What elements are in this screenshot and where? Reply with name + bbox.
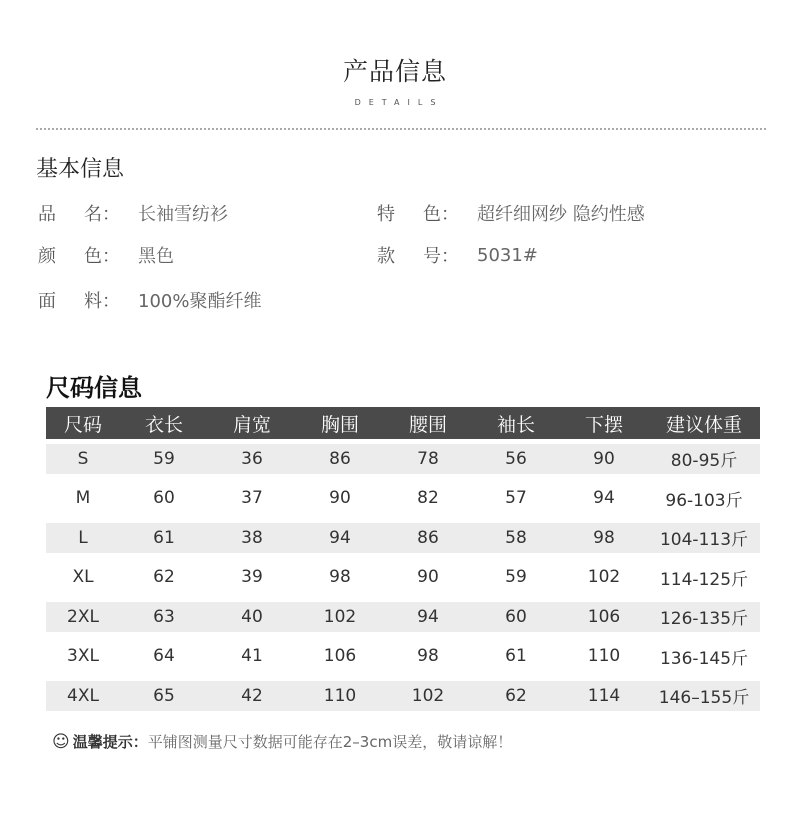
table-cell: 94 xyxy=(560,479,648,519)
table-cell: 110 xyxy=(560,637,648,677)
table-cell: XL xyxy=(46,558,120,598)
table-cell: 98 xyxy=(384,637,472,677)
table-cell: 63 xyxy=(120,597,208,637)
table-cell: 42 xyxy=(208,676,296,716)
table-cell: 59 xyxy=(472,558,560,598)
table-cell: 106 xyxy=(296,637,384,677)
tip-text: 平铺图测量尺寸数据可能存在2–3cm误差，敬请谅解！ xyxy=(147,733,513,751)
table-cell: 37 xyxy=(208,479,296,519)
table-row xyxy=(46,637,760,677)
field-label-char: 色： xyxy=(423,204,459,225)
table-cell: 62 xyxy=(120,558,208,598)
table-cell: 94 xyxy=(296,518,384,558)
table-cell: 57 xyxy=(472,479,560,519)
table-cell: 61 xyxy=(120,518,208,558)
header-cell: 袖长 xyxy=(472,407,560,439)
header-cell: 建议体重 xyxy=(648,407,760,439)
table-cell: 62 xyxy=(472,676,560,716)
table-cell: 3XL xyxy=(46,637,120,677)
header-cell: 胸围 xyxy=(296,407,384,439)
table-cell: 146–155斤 xyxy=(648,676,760,716)
field-label-char: 款 xyxy=(377,246,395,267)
table-cell: 36 xyxy=(208,439,296,479)
header-cell: 衣长 xyxy=(120,407,208,439)
table-row xyxy=(46,518,760,558)
table-cell: 80-95斤 xyxy=(648,439,760,479)
field-value: 长袖雪纺衫 xyxy=(138,204,228,225)
tip-label: 温馨提示： xyxy=(72,733,148,751)
field-value: 100%聚酯纤维 xyxy=(138,291,262,312)
table-cell: 114-125斤 xyxy=(648,558,760,598)
table-cell: 98 xyxy=(296,558,384,598)
field-label-char: 特 xyxy=(377,204,395,225)
field-label-char: 颜 xyxy=(38,246,56,267)
field-label-char: 号： xyxy=(423,246,459,267)
smiley-icon: ☺ xyxy=(52,731,70,752)
table-cell: 90 xyxy=(384,558,472,598)
dotted-divider xyxy=(36,128,766,130)
field-label-char: 品 xyxy=(38,204,56,225)
table-row xyxy=(46,676,760,716)
table-cell: 58 xyxy=(472,518,560,558)
table-cell: 102 xyxy=(560,558,648,598)
table-cell: 82 xyxy=(384,479,472,519)
page-subtitle: DETAILS xyxy=(354,98,444,107)
table-cell: 59 xyxy=(120,439,208,479)
table-cell: 98 xyxy=(560,518,648,558)
table-cell: 110 xyxy=(296,676,384,716)
header-cell: 肩宽 xyxy=(208,407,296,439)
basic-info-title: 基本信息 xyxy=(36,157,125,182)
table-cell: 65 xyxy=(120,676,208,716)
field-label-char: 名： xyxy=(84,204,120,225)
table-cell: 41 xyxy=(208,637,296,677)
table-cell: 38 xyxy=(208,518,296,558)
size-table xyxy=(46,407,760,716)
table-cell: 2XL xyxy=(46,597,120,637)
header-cell: 腰围 xyxy=(384,407,472,439)
table-row xyxy=(46,597,760,637)
header-cell: 尺码 xyxy=(46,407,120,439)
table-cell: 86 xyxy=(296,439,384,479)
table-cell: 104-113斤 xyxy=(648,518,760,558)
table-cell: 4XL xyxy=(46,676,120,716)
table-row xyxy=(46,479,760,519)
table-cell: 56 xyxy=(472,439,560,479)
size-info-title: 尺码信息 xyxy=(46,374,142,402)
header-cell: 下摆 xyxy=(560,407,648,439)
table-cell: 114 xyxy=(560,676,648,716)
field-value: 5031# xyxy=(477,244,538,266)
table-cell: L xyxy=(46,518,120,558)
table-cell: 78 xyxy=(384,439,472,479)
table-cell: 94 xyxy=(384,597,472,637)
field-style-number xyxy=(377,242,538,268)
table-cell: 64 xyxy=(120,637,208,677)
table-cell: 102 xyxy=(384,676,472,716)
field-color xyxy=(38,242,174,268)
page-title: 产品信息 xyxy=(342,57,447,86)
field-label-char: 面 xyxy=(38,291,56,312)
field-label-char: 料： xyxy=(84,291,120,312)
field-feature xyxy=(377,200,645,226)
field-value: 超纤细网纱 隐约性感 xyxy=(477,204,645,225)
table-cell: 96-103斤 xyxy=(648,479,760,519)
table-cell: 106 xyxy=(560,597,648,637)
table-row xyxy=(46,439,760,479)
field-value: 黑色 xyxy=(138,246,174,267)
table-cell: 39 xyxy=(208,558,296,598)
table-cell: 61 xyxy=(472,637,560,677)
page-header xyxy=(0,52,790,107)
table-cell: M xyxy=(46,479,120,519)
table-cell: 90 xyxy=(560,439,648,479)
table-cell: 102 xyxy=(296,597,384,637)
table-cell: 90 xyxy=(296,479,384,519)
table-cell: 60 xyxy=(120,479,208,519)
table-row xyxy=(46,558,760,598)
table-cell: 40 xyxy=(208,597,296,637)
table-cell: 60 xyxy=(472,597,560,637)
field-product-name xyxy=(38,200,228,226)
table-cell: S xyxy=(46,439,120,479)
size-table-header xyxy=(46,407,760,439)
tip-note xyxy=(52,731,512,752)
field-fabric xyxy=(38,287,261,313)
table-cell: 126-135斤 xyxy=(648,597,760,637)
table-cell: 86 xyxy=(384,518,472,558)
field-label-char: 色： xyxy=(84,246,120,267)
table-cell: 136-145斤 xyxy=(648,637,760,677)
